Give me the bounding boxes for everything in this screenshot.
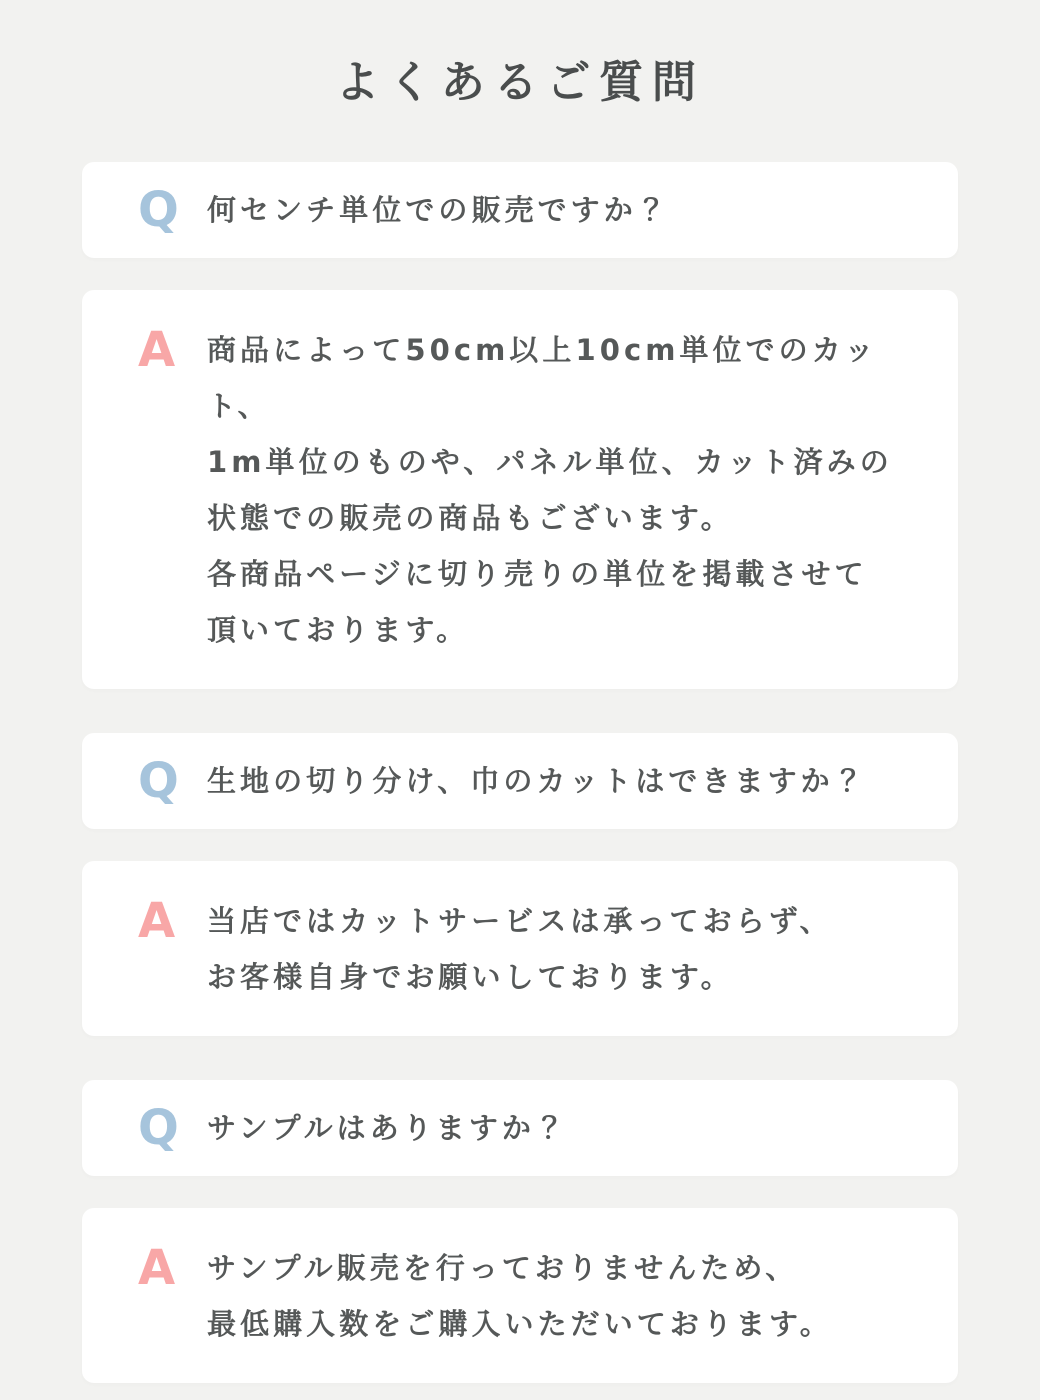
answer-line: 各商品ページに切り売りの単位を掲載させて	[207, 556, 868, 591]
question-card	[82, 1080, 958, 1176]
answer-line: お客様自身でお願いしております。	[207, 959, 734, 994]
answer-card	[82, 1208, 958, 1383]
answer-line: 1m単位のものや、パネル単位、カット済みの	[207, 444, 893, 479]
answer-line: 最低購入数をご購入いただいております。	[207, 1306, 833, 1341]
answer-line: サンプル販売を行っておりませんため、	[207, 1250, 799, 1285]
faq-item	[82, 733, 958, 1036]
page-title: よくあるご質問	[335, 57, 705, 108]
answer-text	[207, 1240, 918, 1352]
question-text: サンプルはありますか？	[207, 1110, 569, 1145]
a-icon: A	[138, 1239, 176, 1296]
question-text: 何センチ単位での販売ですか？	[207, 192, 670, 227]
a-icon: A	[138, 321, 176, 378]
faq-item	[82, 162, 958, 689]
answer-line: 商品によって50cm以上10cm単位でのカット、	[207, 332, 878, 423]
answer-line: 頂いております。	[207, 612, 470, 647]
answer-card	[82, 290, 958, 689]
q-icon: Q	[138, 1099, 179, 1156]
question-card	[82, 162, 958, 258]
faq-item	[82, 1080, 958, 1383]
answer-line: 当店ではカットサービスは承っておらず、	[207, 903, 833, 938]
faq-list	[82, 162, 958, 1383]
q-icon: Q	[138, 181, 179, 238]
question-card	[82, 733, 958, 829]
question-text: 生地の切り分け、巾のカットはできますか？	[207, 763, 867, 798]
answer-line: 状態での販売の商品もございます。	[207, 500, 734, 535]
q-icon: Q	[138, 752, 179, 809]
answer-text	[207, 893, 918, 1005]
a-icon: A	[138, 892, 176, 949]
answer-text	[207, 322, 918, 658]
answer-card	[82, 861, 958, 1036]
